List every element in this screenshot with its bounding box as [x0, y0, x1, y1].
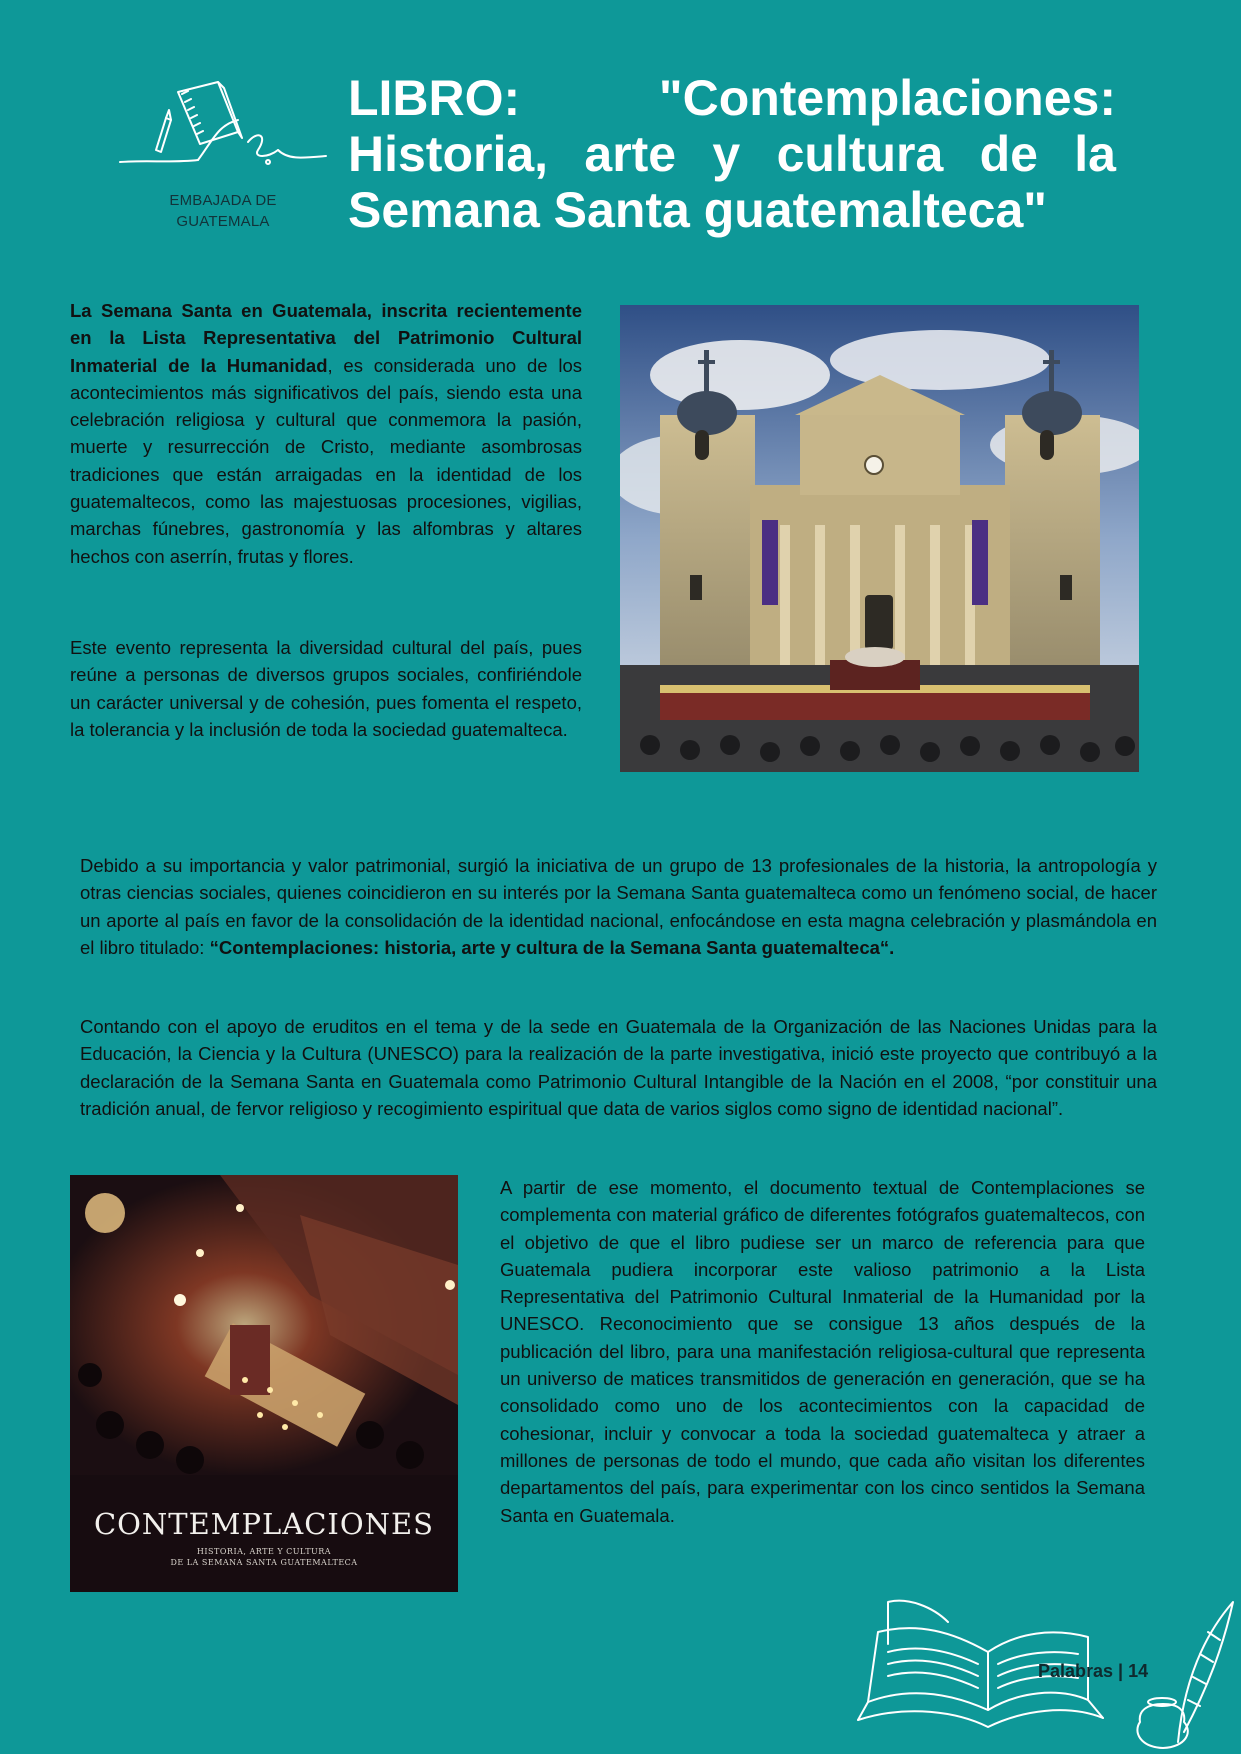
- paragraph-initiative-text: Debido a su importancia y valor patrimonial, surgió la iniciativa de un grupo de 13 profesionales de la historia, la antropología y otras ciencias sociales, quienes coincidieron en su interés por la Semana Santa guatemalteca como un fenómeno social, de hacer un aporte al país en favor de la consolidación de la identidad nacional, enfocándose en esta magna celebración y plasmándola en el libro titulado:: [80, 855, 1157, 958]
- book-cover-subtitle-2: DE LA SEMANA SANTA GUATEMALTECA: [170, 1558, 358, 1567]
- embassy-line2: GUATEMALA: [176, 213, 270, 230]
- book-cover-subtitle-1: HISTORIA, ARTE Y CULTURA: [196, 1547, 332, 1556]
- paragraph-initiative: [80, 852, 1157, 961]
- cathedral-photo: [620, 305, 1139, 772]
- paragraph-legacy: A partir de ese momento, el documento textual de Contemplaciones se complementa con material gráfico de diferentes fotógrafos guatemaltecos, con el objetivo de que el libro pudiese ser un marco de referencia para que Guatemala pudiera incorporar este valioso patrimonio a la Lista Representativa del Patrimonio Cultural Inmaterial de la Humanidad por la UNESCO. Reconocimiento que se consigue 13 años después de la publicación del libro, para una manifestación religiosa-cultural que representa un universo de matices transmitidos de generación en generación, que se ha consolidado como uno de los acontecimientos con la capacidad de cohesionar, incluir y convocar a toda la sociedad guatemalteca y atraer a millones de personas de todo el mundo, que cada año visitan los diferentes departamentos del país, para experimentar con los cinco sentidos la Semana Santa en Guatemala.: [500, 1177, 1145, 1526]
- book-cover-title: CONTEMPLACIONES: [93, 1507, 435, 1541]
- book-title-bold: “Contemplaciones: historia, arte y cultura de la Semana Santa guatemalteca“.: [209, 936, 895, 958]
- embassy-line1: EMBAJADA DE: [169, 192, 277, 209]
- paragraph-intro: [70, 297, 582, 570]
- paragraph-diversity: Este evento representa la diversidad cultural del país, pues reúne a personas de diversos grupos sociales, confiriéndole un carácter universal y de cohesión, pues fomenta el respeto, la tolerancia y la inclusión de toda la sociedad guatemalteca.: [70, 637, 582, 740]
- book-cover-image: [70, 1175, 458, 1592]
- embassy-label: [150, 190, 296, 232]
- paragraph-unesco: Contando con el apoyo de eruditos en el tema y de la sede en Guatemala de la Organización de las Naciones Unidas para la Educación, la Ciencia y la Cultura (UNESCO) para la realización de la parte investigativa, inició este proyecto que contribuyó a la declaración de la Semana Santa en Guatemala como Patrimonio Cultural Intangible de la Nación en el 2008, “por constituir una tradición anual, de fervor religioso y recogimiento espiritual que data de varios siglos como signo de identidad nacional”.: [80, 1016, 1157, 1119]
- paragraph-intro-rest: , es considerada uno de los acontecimientos más significativos del país, siendo esta una celebración religiosa y cultural que conmemora la pasión, muerte y resurrección de Cristo, mediante asombrosas tradiciones que están arraigadas en la identidad de los guatemaltecos, como las majestuosas procesiones, vigilias, marchas fúnebres, gastronomía y las alfombras y altares hechos con aserrín, frutas y flores.: [70, 354, 582, 567]
- page-title: LIBRO: "Contemplaciones: Historia, arte y cultura de la Semana Santa guatemalteca": [348, 70, 1116, 238]
- page-number-label: Palabras | 14: [1038, 1661, 1149, 1681]
- notebook-pencil-icon: [118, 80, 328, 170]
- paragraph-intro-bold: La Semana Santa en Guatemala, inscrita recientemente en la Lista Representativa del Patrimonio Cultural Inmaterial de la Humanidad: [70, 300, 582, 376]
